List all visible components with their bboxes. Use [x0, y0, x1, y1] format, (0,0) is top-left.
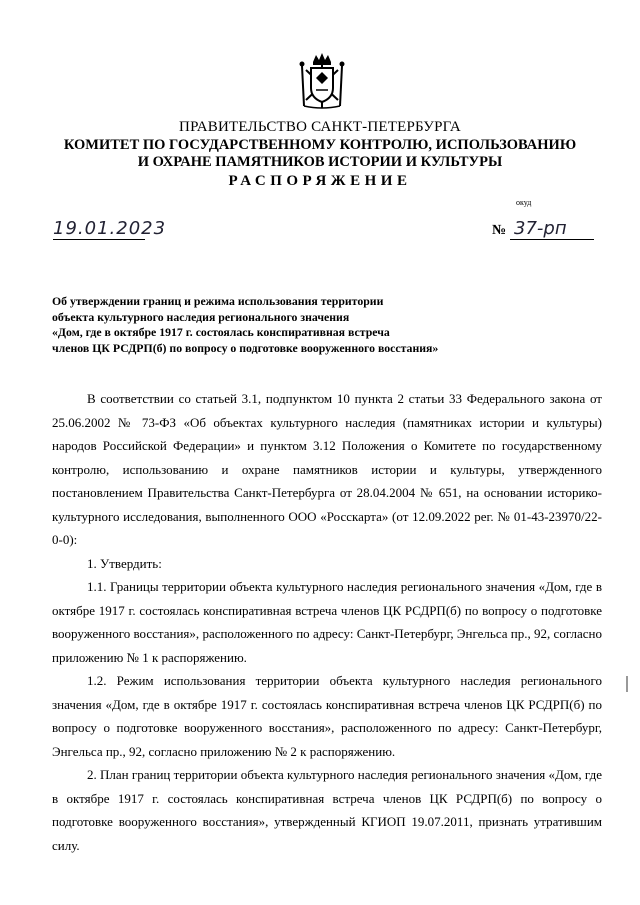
item-1: 1. Утвердить: — [87, 555, 162, 571]
item-2: 2. План границ территории объекта культурного наследия регионального значения «Дом, где в октябре 1917 г. состоялась конспиративная встреча членов ЦК РСДРП(б) по вопросу о подготовке вооруженного восстания», утвержденный КГИОП 19.07.2011, признать утратившим силу. — [52, 767, 602, 853]
document-number: 37-рп — [510, 219, 594, 240]
committee-name-line2: И ОХРАНЕ ПАМЯТНИКОВ ИСТОРИИ И КУЛЬТУРЫ — [137, 154, 503, 170]
subject-line1: Об утверждении границ и режима использования территории — [52, 294, 384, 308]
number-label: № — [492, 223, 507, 238]
preamble-paragraph: В соответствии со статьей 3.1, подпунктом 10 пункта 2 статьи 33 Федерального закона от 25.06.2002 № 73-ФЗ «Об объектах культурного наследия (памятниках истории и культуры) народов Российской Федерации» и пунктом 3.12 Положения о Комитете по государственному контролю, использованию и охране памятников истории и культуры, утвержденного постановлением Правительства Санкт-Петербурга от 28.04.2004 № 651, на основании историко-культурного исследования, выполненного ООО «Росскарта» (от 12.09.2022 рег. № 01-43-23970/22-0-0): — [52, 391, 602, 547]
document-type: РАСПОРЯЖЕНИЕ — [228, 173, 412, 189]
committee-name — [0, 137, 640, 171]
document-body — [52, 387, 602, 857]
subject-line3: «Дом, где в октябре 1917 г. состоялась конспиративная встреча — [52, 325, 390, 339]
margin-mark — [626, 676, 628, 692]
item-1-2: 1.2. Режим использования территории объекта культурного наследия регионального значения «Дом, где в октябре 1917 г. состоялась конспиративная встреча членов ЦК РСДРП(б) по вопросу о подготовке вооруженного восстания», расположенного по адресу: Санкт-Петербург, Энгельса пр., 92, согласно приложению № 2 к распоряжению. — [52, 673, 602, 759]
okud-label: окуд — [516, 198, 532, 207]
subject-line4: членов ЦК РСДРП(б) по вопросу о подготовке вооруженного восстания» — [52, 340, 439, 355]
item-1-1: 1.1. Границы территории объекта культурного наследия регионального значения «Дом, где в октябре 1917 г. состоялась конспиративная встреча членов ЦК РСДРП(б) по вопросу о подготовке вооруженного восстания», расположенного по адресу: Санкт-Петербург, Энгельса пр., 92, согласно приложению № 1 к распоряжению. — [52, 579, 602, 665]
coat-of-arms-emblem — [296, 52, 348, 110]
subject-line2: объекта культурного наследия регионального значения — [52, 309, 350, 324]
government-name: ПРАВИТЕЛЬСТВО САНКТ-ПЕТЕРБУРГА — [179, 119, 461, 135]
committee-name-line1: КОМИТЕТ ПО ГОСУДАРСТВЕННОМУ КОНТРОЛЮ, ИСПОЛЬЗОВАНИЮ — [63, 137, 577, 153]
document-date: 19.01.2023 — [53, 218, 167, 239]
document-subject — [52, 294, 522, 356]
